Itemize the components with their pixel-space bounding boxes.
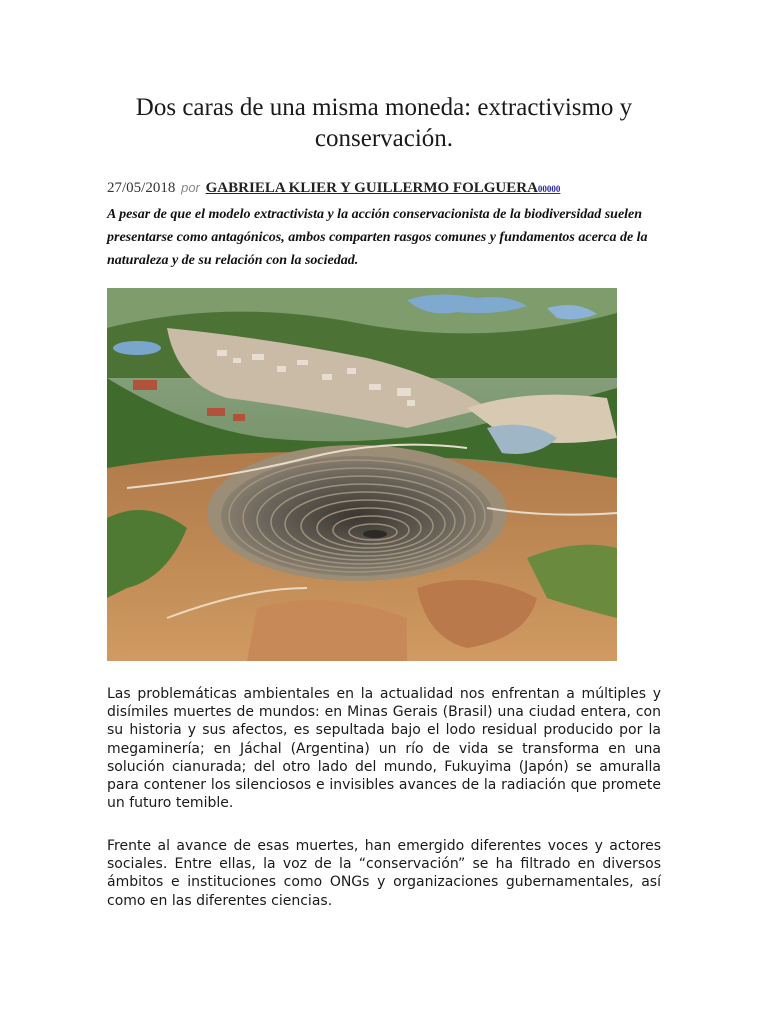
article-lead: A pesar de que el modelo extractivista y la acción conservacionista de la biodiversidad suelen presentarse como antagónicos, ambos comparten rasgos comunes y fundamentos acerca de la naturaleza y de su relación con la sociedad.	[107, 207, 648, 268]
author-link[interactable]: GABRIELA KLIER Y GUILLERMO FOLGUERA	[205, 180, 538, 196]
mine-aerial-image	[107, 288, 617, 661]
open-pit-mine-photo	[107, 288, 617, 661]
byline-por: por	[181, 180, 200, 195]
body-paragraph-2: Frente al avance de esas muertes, han emergido diferentes voces y actores sociales. Entre ellas, la voz de la “conservación” se ha filtrado en diversos ámbitos e instituciones como ONGs y organizaciones gubernamentales, así como en las diferentes ciencias.	[107, 838, 661, 909]
author-tag[interactable]: 00000	[537, 184, 561, 194]
article-byline	[107, 180, 667, 197]
body-paragraph-1: Las problemáticas ambientales en la actualidad nos enfrentan a múltiples y disímiles muertes de mundos: en Minas Gerais (Brasil) una ciudad entera, con su historia y sus afectos, es sepultada bajo el lodo residual producido por la megaminería; en Jáchal (Argentina) un río de vida se transforma en una solución cianurada; del otro lado del mundo, Fukuyima (Japón) se amuralla para contener los silenciosos e invisibles avances de la radiación que promete un futuro temible.	[107, 686, 661, 812]
publish-date: 27/05/2018	[107, 180, 176, 196]
article-title: Dos caras de una misma moneda: extractivismo y conservación.	[135, 94, 633, 152]
